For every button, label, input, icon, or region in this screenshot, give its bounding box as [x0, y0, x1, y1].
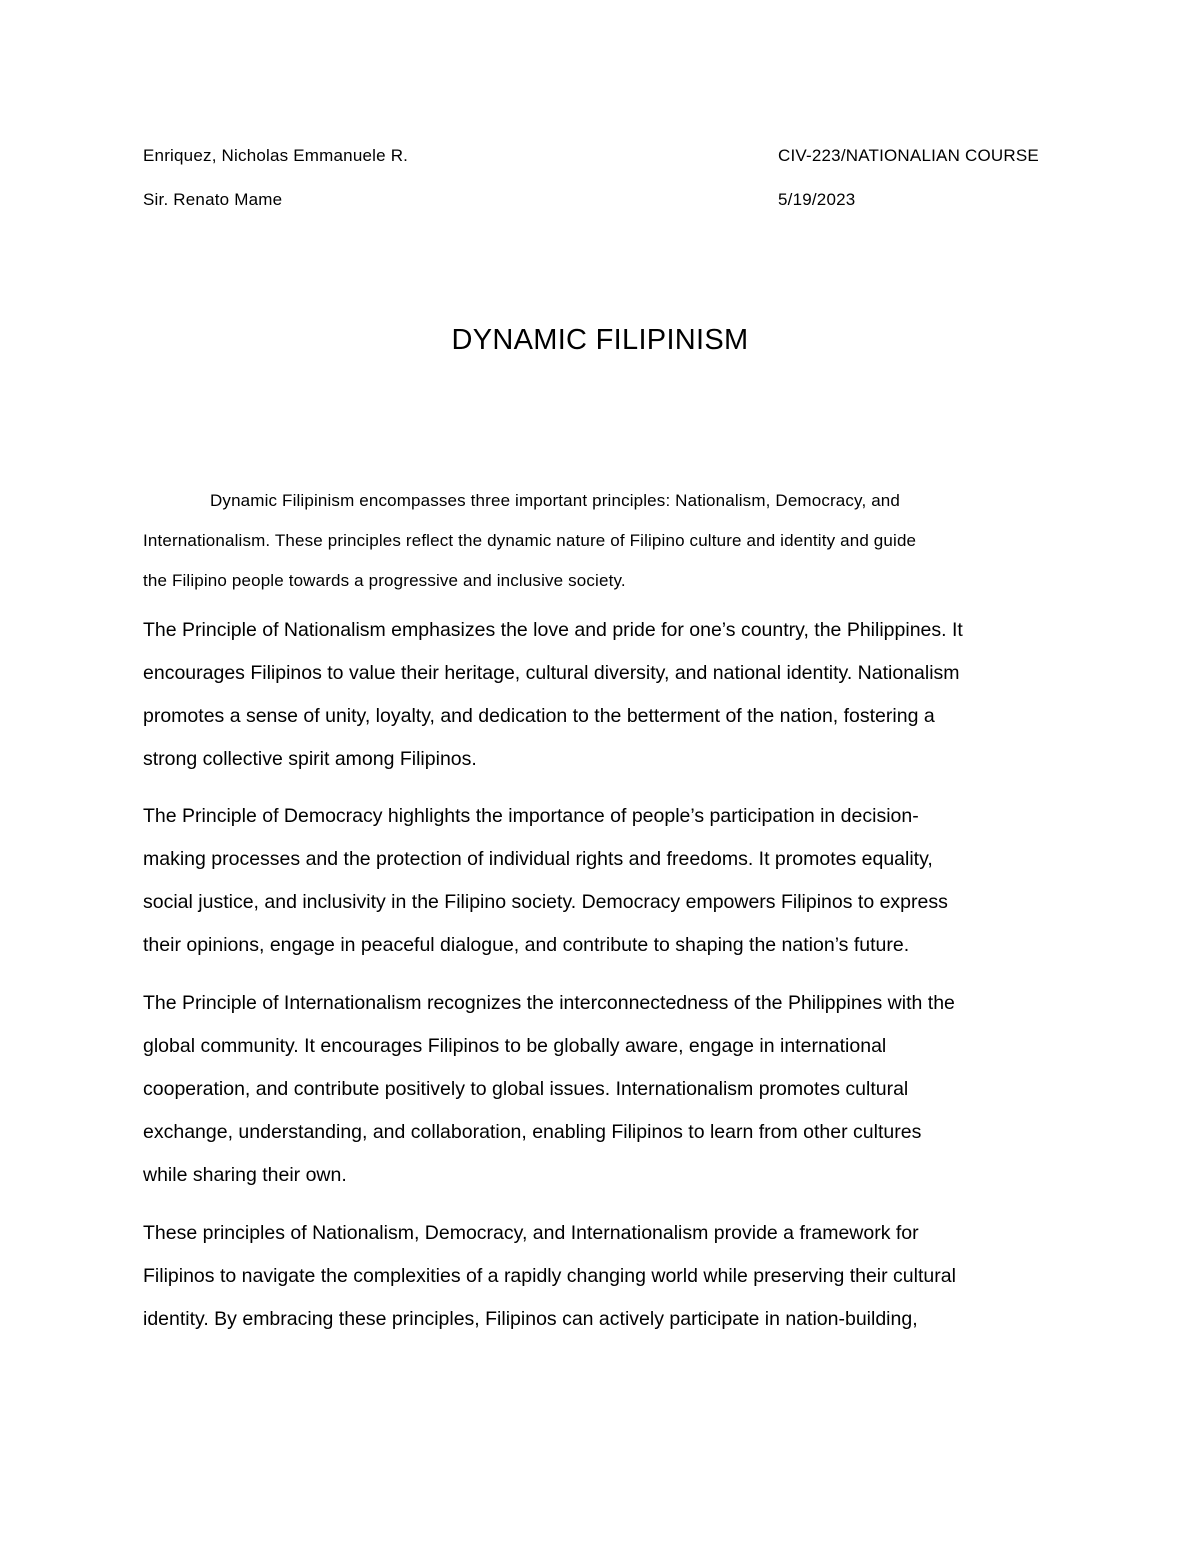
paragraph-line: exchange, understanding, and collaboration, enabling Filipinos to learn from other cultures [143, 1121, 922, 1143]
paragraph-line: The Principle of Democracy highlights the importance of people’s participation in decision- [143, 805, 919, 827]
paragraph-line: making processes and the protection of individual rights and freedoms. It promotes equality, [143, 848, 933, 870]
paragraph-line: while sharing their own. [143, 1164, 347, 1186]
paragraph-line: cooperation, and contribute positively to global issues. Internationalism promotes cultural [143, 1078, 909, 1100]
intro-paragraph [143, 481, 1055, 601]
paragraph-line: identity. By embracing these principles, Filipinos can actively participate in nation-building, [143, 1308, 918, 1330]
intro-line: Dynamic Filipinism encompasses three important principles: Nationalism, Democracy, and [210, 491, 901, 510]
conclusion-paragraph [143, 1212, 1083, 1341]
intro-line: Internationalism. These principles reflect the dynamic nature of Filipino culture and identity and guide [143, 531, 917, 550]
internationalism-paragraph [143, 982, 1083, 1197]
nationalism-paragraph [143, 609, 1083, 781]
paragraph-line: These principles of Nationalism, Democracy, and Internationalism provide a framework for [143, 1222, 919, 1244]
document-title: DYNAMIC FILIPINISM [451, 324, 749, 356]
paragraph-line: their opinions, engage in peaceful dialogue, and contribute to shaping the nation’s future. [143, 934, 910, 956]
paragraph-line: The Principle of Nationalism emphasizes the love and pride for one’s country, the Philippines. It [143, 619, 963, 641]
paragraph-line: The Principle of Internationalism recognizes the interconnectedness of the Philippines with the [143, 992, 955, 1014]
intro-line: the Filipino people towards a progressive and inclusive society. [143, 571, 626, 590]
democracy-paragraph [143, 795, 1083, 967]
paragraph-line: encourages Filipinos to value their heritage, cultural diversity, and national identity. Nationalism [143, 662, 960, 684]
paragraph-line: social justice, and inclusivity in the Filipino society. Democracy empowers Filipinos to express [143, 891, 948, 913]
course-code: CIV-223/NATIONALIAN COURSE [778, 146, 1039, 165]
author-name: Enriquez, Nicholas Emmanuele R. [143, 146, 409, 165]
instructor-name: Sir. Renato Mame [143, 190, 283, 209]
paragraph-line: promotes a sense of unity, loyalty, and dedication to the betterment of the nation, fostering a [143, 705, 935, 727]
paragraph-line: strong collective spirit among Filipinos. [143, 748, 477, 770]
paragraph-line: global community. It encourages Filipinos to be globally aware, engage in international [143, 1035, 887, 1057]
paragraph-line: Filipinos to navigate the complexities of a rapidly changing world while preserving their cultural [143, 1265, 956, 1287]
document-date: 5/19/2023 [778, 190, 856, 209]
